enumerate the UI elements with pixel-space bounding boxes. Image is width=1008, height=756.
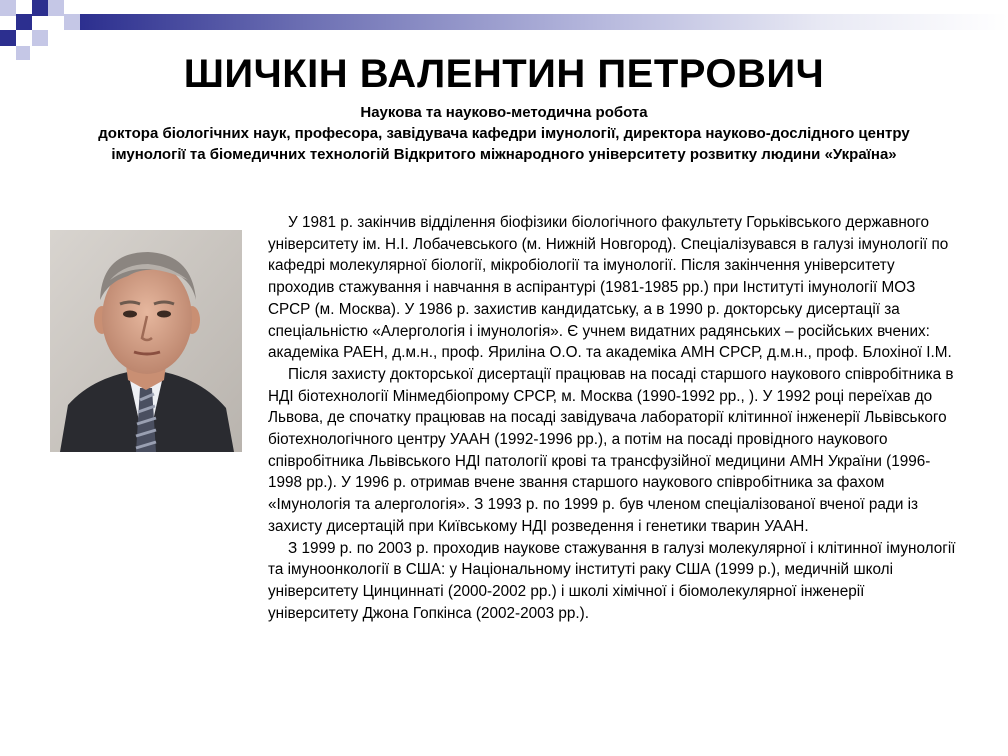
header-gradient-bar xyxy=(80,14,1008,30)
page-subtitle xyxy=(60,102,948,165)
bio-paragraph-1: У 1981 р. закінчив відділення біофізики біологічного факультету Горьківського державного університету ім. Н.І. Лобачевського (м. Нижній Новгород). Спеціалізувався в галузі імунології по кафедрі молекулярної біології, мікробіології та імунології. Після закінчення університету проходив стажування і навчання в аспірантурі (1981-1985 рр.) при Інституті імунології МОЗ СРСР (м. Москва). У 1986 р. захистив кандидатську, а в 1990 р. докторську дисертації за спеціальністю «Алергологія і імунологія». Є учнем видатних радянських – російських вчених: академіка РАЕН, д.м.н., проф. Яриліна О.О. та академіка АМН СРСР, д.м.н., проф. Блохіної І.М. xyxy=(268,214,952,362)
header-decoration xyxy=(0,0,90,60)
subtitle-line-2: доктора біологічних наук, професора, завідувача кафедри імунології, директора науково-дослідного центру імунології та біомедичних технологій Відкритого міжнародного університету розвитку людини «Україна» xyxy=(98,125,910,163)
subtitle-line-1: Наукова та науково-методична робота xyxy=(360,104,648,121)
bio-paragraph-2: Після захисту докторської дисертації працював на посаді старшого наукового співробітника в НДІ біотехнології Мінмедбіопрому СРСР, м. Москва (1990-1992 рр., ). У 1992 році переїхав до Львова, де спочатку працював на посаді завідувача лабораторії клітинної інженерії Львівського біотехнологічного центру УААН (1992-1996 рр.), а потім на посаді провідного наукового співробітника Львівського НДІ патології крові та трансфузійної медицини АМН України (1996-1998 рр.). У 1996 р. отримав вчене звання старшого наукового співробітника за фахом «Імунологія та алергологія». З 1993 р. по 1999 р. був членом спеціалізованої вченої ради із захисту дисертацій при Київському НДІ розведення і генетики тварин УААН. xyxy=(268,365,954,535)
portrait-icon xyxy=(50,230,242,452)
page-title: ШИЧКІН ВАЛЕНТИН ПЕТРОВИЧ xyxy=(183,52,825,96)
bio-paragraph-3: З 1999 р. по 2003 р. проходив наукове стажування в галузі молекулярної і клітинної імунології та імуноонкології в США: у Національному інституті раку США (1999 р.), медичній школі університету Цинциннаті (2000-2002 рр.) і школі хімічної і біомолекулярної інженерії університету Джона Гопкінса (2002-2003 рр.). xyxy=(268,539,956,622)
biography-text xyxy=(268,212,958,624)
portrait-photo xyxy=(50,230,242,452)
